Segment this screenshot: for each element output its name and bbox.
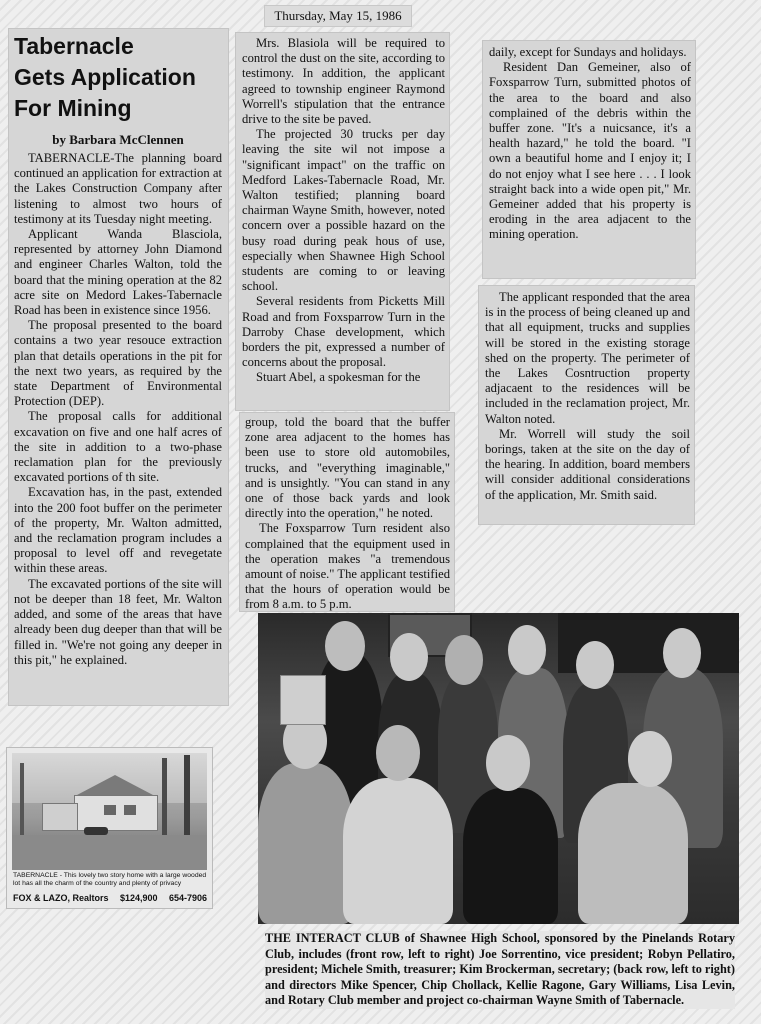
person-head [576,641,614,689]
paragraph: Several residents from Picketts Mill Road and from Foxsparrow Turn in the Darroby Chase development, which borders the pit, expressed a number of concerns about the proposal. [242,294,445,370]
article-text [483,41,695,243]
headline [14,31,222,124]
paragraph: The excavated portions of the site will not be deeper than 18 feet, Mr. Walton added, and some of the areas that have already been dug deeper than that will be filled in. "We're not going any deeper in this pit," he explained. [14,576,222,667]
dateline: Thursday, May 15, 1986 [265,6,411,26]
article-column-1 [9,29,228,705]
article-text [236,33,449,386]
byline: by Barbara McClennen [52,132,184,147]
paragraph: The Foxsparrow Turn resident also complained that the equipment used in the operation makes "a tremendous amount of noise." The applicant testified that the hours of operation would be from 8 a.m. to 5 p.m. [245,521,450,611]
ad-price: $124,900 [119,893,158,903]
article-text [14,151,222,668]
person [578,783,688,924]
person-head [663,628,701,678]
headline-line: For Mining [14,95,132,121]
paragraph: TABERNACLE-The planning board continued an application for extraction at the Lakes Construction Company after listening to almost two hours of testimony at its Tuesday night meeting. [14,151,222,226]
house-photo [12,753,207,870]
person-head [325,621,365,671]
paragraph: Mr. Worrell will study the soil borings, taken at the site on the day of the hearing. In addition, board members will consider additional considerations of the application, Mr. Smith said. [485,426,690,502]
real-estate-ad [7,748,212,908]
ad-footer [13,893,207,903]
paragraph: group, told the board that the buffer zone area adjacent to the homes has been use to store old automobiles, trucks, and "everything imaginable," and is unsightly. "You can stand in any one of those back yards and look directly into the operation," he noted. [245,415,450,521]
person-head [508,625,546,675]
person-head [376,725,420,781]
article-column-2-bottom [240,413,454,611]
paragraph: The proposal presented to the board contains a two year resouce extraction plan that details operations in the pit for the next two years, as required by the state Department of Environmental Protection (DEP). [14,318,222,409]
article-column-3-top [483,41,695,278]
paragraph: Resident Dan Gemeiner, also of Foxsparrow Turn, submitted photos of the area to the board and also complained of the debris within the buffer zone. "It's a nuicsance, it's a health hazard," he told the board. "I own a beautiful home and I enjoy it; I do not enjoy what I see here . . . I look straight back into a wide open pit," Mr. Gemeiner added that his property is eroding in the area adjacent to the mining operation. [489,60,691,242]
paragraph: Excavation has, in the past, extended into the 200 foot buffer on the perimeter of the property, Mr. Walton admitted, and the reclamation program includes a proposal to level off and revegetate within these areas. [14,485,222,576]
photo-caption: THE INTERACT CLUB of Shawnee High School, sponsored by the Pinelands Rotary Club, includes (front row, left to right) Joe Sorrentino, vice president; Robyn Pellatiro, president; Michele Smith, treasurer; Kim Brockerman, secretary; (back row, left to right) and directors Mike Spencer, Chip Chollack, Kellie Ragone, Gary Williams, Lisa Levin, and Rotary Club member and project co-chairman Wayne Smith of Tabernacle. [265,931,735,1008]
person-head [486,735,530,791]
person [343,778,453,924]
paragraph: daily, except for Sundays and holidays. [489,45,687,59]
article-text [479,286,694,503]
person [258,763,353,924]
rotary-banner [280,675,326,725]
headline-line: Gets Application [14,64,196,90]
paragraph: The proposal calls for additional excavation on five and one half acres of the site in addition to a two-phase reclamation plan for the previously excavated portions of th site. [14,409,222,485]
headline-line: Tabernacle [14,33,134,59]
group-photo [258,613,739,924]
article-column-3-bottom [479,286,694,524]
article-text [240,413,454,611]
person-head [390,633,428,681]
person [463,788,558,924]
agency-name: FOX & LAZO, Realtors [13,893,109,903]
paragraph: Stuart Abel, a spokesman for the [256,370,421,385]
person-head [445,635,483,685]
person-head [628,731,672,787]
paragraph: The projected 30 trucks per day leaving the site wil not impose a "significant impact" on the traffic on Medford Lakes-Tabernacle Road, Mr. Walton testified; planning board chairman Wayne Smith, however, noted concern over a possible hazard on the busy road during peak hous of use, especially when Shawnee High School students are coming to or leaving school. [242,127,445,294]
article-column-2-top [236,33,449,410]
paragraph: Applicant Wanda Blasciola, represented by attorney John Diamond and engineer Charles Walton, told the board that the mining operation at the 82 acre site on Medord Lakes-Tabernacle Road has been in existence since 1956. [14,227,222,318]
paragraph: The applicant responded that the area is in the process of being cleaned up and that all equipment, trucks and supplies will be stored in the existing storage shed on the property. The perimeter of the Lakes Cosntruction property adjacaent to the residences will be included in the reclamation project, Mr. Walton noted. [485,290,690,426]
paragraph: Mrs. Blasiola will be required to control the dust on the site, according to testimony. In addition, the applicant agreed to township engineer Raymond Worrell's stipulation that the entrance drive to the site be paved. [242,36,445,127]
agency-phone: 654-7906 [168,893,207,903]
ad-caption: TABERNACLE - This lovely two story home with a large wooded lot has all the charm of the country and plenty of privacy [13,872,207,887]
